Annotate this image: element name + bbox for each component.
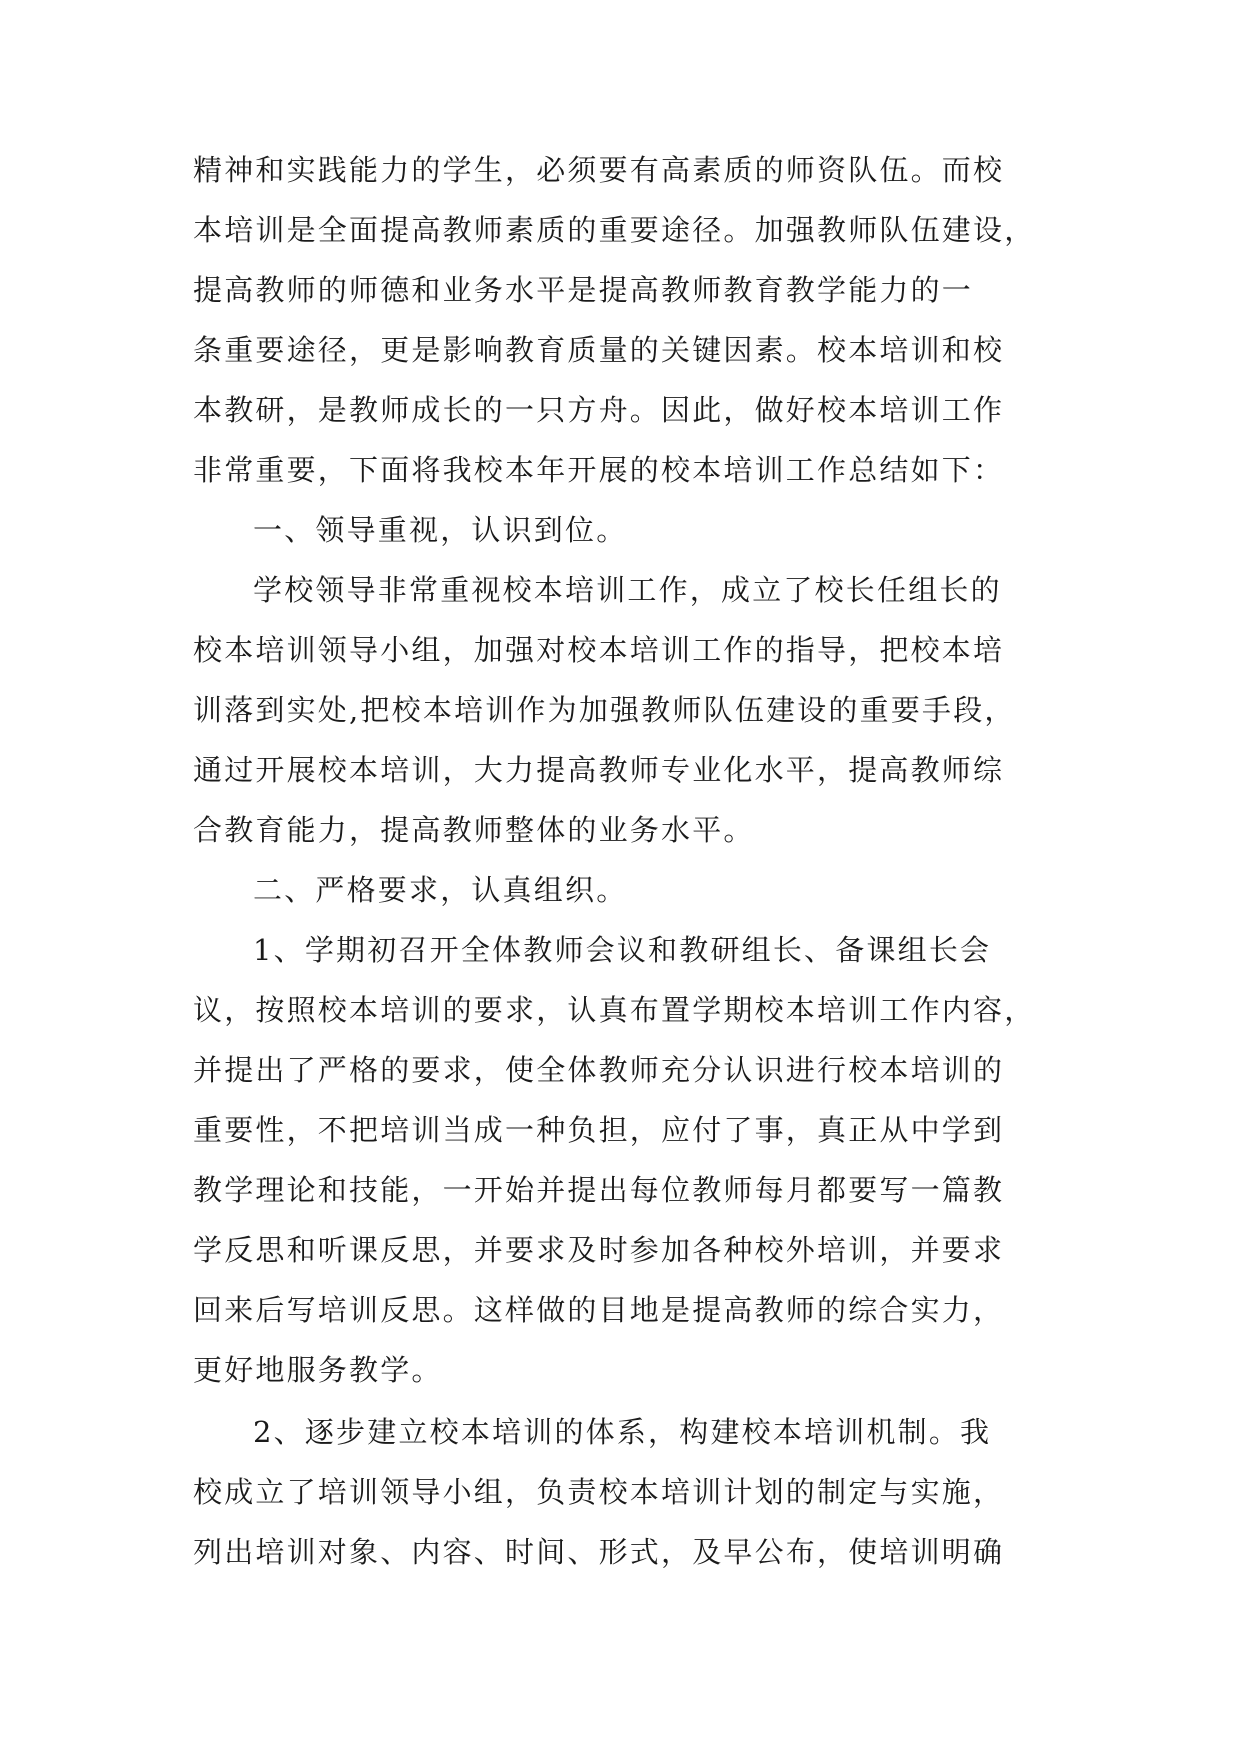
- text-line: 1、学期初召开全体教师会议和教研组长、备课组长会: [253, 933, 992, 967]
- text-line: 更好地服务教学。: [193, 1353, 443, 1387]
- text-line: 议，按照校本培训的要求，认真布置学期校本培训工作内容，: [193, 993, 1036, 1027]
- text-line: 校本培训领导小组，加强对校本培训工作的指导，把校本培: [193, 633, 1005, 667]
- text-line: 条重要途径，更是影响教育质量的关键因素。校本培训和校: [193, 333, 1005, 367]
- section-heading: 二、严格要求，认真组织。: [253, 873, 628, 907]
- text-line: 本培训是全面提高教师素质的重要途径。加强教师队伍建设，: [193, 213, 1036, 247]
- text-line: 校成立了培训领导小组，负责校本培训计划的制定与实施，: [193, 1475, 1005, 1509]
- text-line: 学校领导非常重视校本培训工作，成立了校长任组长的: [253, 573, 1002, 607]
- text-line: 教学理论和技能，一开始并提出每位教师每月都要写一篇教: [193, 1173, 1005, 1207]
- text-line: 学反思和听课反思，并要求及时参加各种校外培训，并要求: [193, 1233, 1005, 1267]
- text-line: 训落到实处,把校本培训作为加强教师队伍建设的重要手段，: [193, 693, 1016, 727]
- text-line: 2、逐步建立校本培训的体系，构建校本培训机制。我: [253, 1415, 992, 1449]
- text-line: 列出培训对象、内容、时间、形式，及早公布，使培训明确: [193, 1535, 1005, 1569]
- text-line: 重要性，不把培训当成一种负担，应付了事，真正从中学到: [193, 1113, 1005, 1147]
- text-line: 本教研，是教师成长的一只方舟。因此，做好校本培训工作: [193, 393, 1005, 427]
- text-line: 合教育能力，提高教师整体的业务水平。: [193, 813, 755, 847]
- section-heading: 一、领导重视，认识到位。: [253, 513, 628, 547]
- text-line: 回来后写培训反思。这样做的目地是提高教师的综合实力，: [193, 1293, 1005, 1327]
- text-line: 提高教师的师德和业务水平是提高教师教育教学能力的一: [193, 273, 974, 307]
- text-line: 并提出了严格的要求，使全体教师充分认识进行校本培训的: [193, 1053, 1005, 1087]
- text-line: 非常重要，下面将我校本年开展的校本培训工作总结如下：: [193, 453, 1005, 487]
- text-line: 通过开展校本培训，大力提高教师专业化水平，提高教师综: [193, 753, 1005, 787]
- text-line: 精神和实践能力的学生，必须要有高素质的师资队伍。而校: [193, 153, 1005, 187]
